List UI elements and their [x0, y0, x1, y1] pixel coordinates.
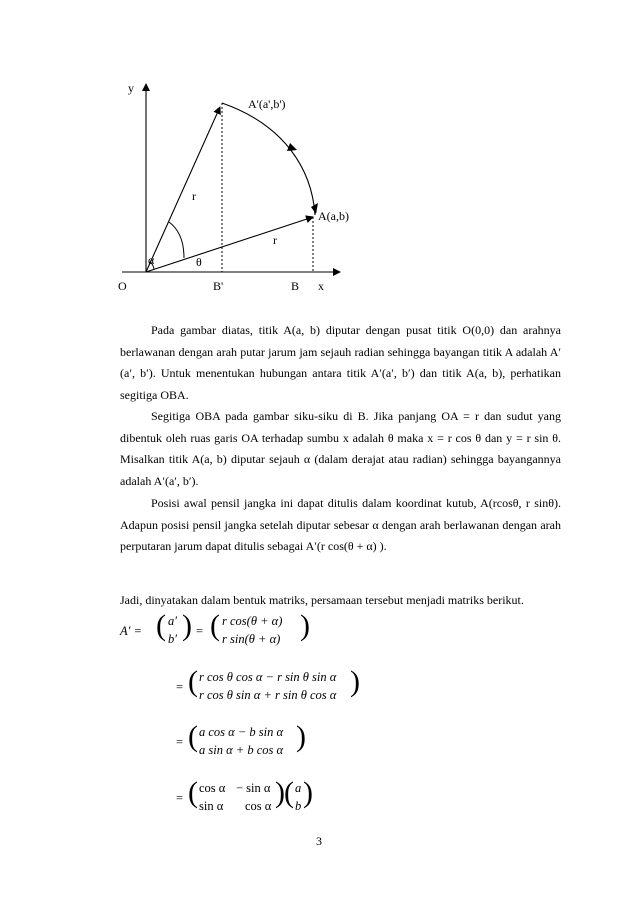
- paren-right-4b: ): [303, 776, 313, 809]
- row3-top: a cos α − b sin α: [199, 725, 284, 739]
- paren-right-3: ): [296, 720, 306, 753]
- matrix-m22: cos α: [245, 799, 272, 813]
- paren-right-2: ): [350, 665, 360, 698]
- equals-sign-1: =: [196, 624, 204, 638]
- arc-arrow-upper: [287, 143, 297, 151]
- paragraph-triangle-oba: Segitiga OBA pada gambar siku-siku di B. Jika panjang OA = r dan sudut yang dibentuk oleh ruas garis OA terhadap sumbu x adalah θ maka x = r cos θ dan y = r sin θ. Misalkan titik A(a, b) diputar sejauh α (dalam derajat atau radian) sehingga bayangannya adalah A′(a′, b′).: [120, 409, 561, 488]
- y-axis-label: y: [128, 81, 134, 95]
- a-prime-label: A'(a',b'): [248, 97, 286, 111]
- b-prime-label: B': [213, 279, 224, 293]
- paren-right-1a: ): [182, 609, 192, 642]
- matrix-m21: sin α: [199, 799, 224, 813]
- row2-bottom: r cos θ sin α + r sin θ cos α: [199, 688, 337, 702]
- matrix-m11: cos α: [199, 781, 226, 795]
- radius-label-lower: r: [273, 233, 277, 247]
- radius-label-upper: r: [192, 189, 196, 203]
- origin-label: O: [118, 279, 127, 293]
- paren-left-4a: (: [188, 776, 198, 809]
- vector-a-prime-top: a′: [168, 614, 177, 628]
- b-label: B: [291, 279, 300, 293]
- row1-top: r cos(θ + α): [222, 614, 283, 628]
- equals-sign-4: =: [176, 791, 184, 805]
- paren-left-2: (: [188, 665, 198, 698]
- paren-left-1a: (: [156, 609, 166, 642]
- vector-a: a: [295, 781, 302, 795]
- page-number: 3: [316, 834, 322, 848]
- rotation-arc: [222, 103, 315, 215]
- paragraph-rotation-intro: Pada gambar diatas, titik A(a, b) diputar dengan pusat titik O(0,0) dan arahnya berlawanan dengan arah putar jarum jam sejauh radian sehingga bayangan titik A adalah A′(a′, b′). Untuk menentukan hubungan antara titik A′(a′, b′) dan titik A(a, b), perhatikan segitiga OBA.: [120, 323, 561, 402]
- vector-oa: [146, 217, 313, 272]
- rotation-diagram: [0, 0, 638, 300]
- paren-right-4a: ): [275, 776, 285, 809]
- vector-b: b: [295, 799, 302, 813]
- x-axis-label: x: [318, 279, 324, 293]
- paren-left-3: (: [188, 720, 198, 753]
- matrix-m12: − sin α: [236, 781, 271, 795]
- paragraph-polar-position: Posisi awal pensil jangka ini dapat ditulis dalam koordinat kutub, A(rcosθ, r sinθ). Adapun posisi pensil jangka setelah diputar sebesar α dengan arah berlawanan dengan arah perputaran jarum dapat ditulis sebagai A′(r cos(θ + α) ).: [120, 496, 561, 553]
- angle-alpha-arc: [169, 222, 184, 258]
- paren-left-1b: (: [210, 609, 220, 642]
- paragraph-matrix-intro: Jadi, dinyatakan dalam bentuk matriks, persamaan tersebut menjadi matriks berikut.: [120, 593, 524, 607]
- theta-label: θ: [196, 255, 202, 269]
- paren-left-4b: (: [284, 776, 294, 809]
- row2-top: r cos θ cos α − r sin θ sin α: [199, 670, 337, 684]
- equation-lhs: A′ =: [120, 624, 142, 638]
- row1-bottom: r sin(θ + α): [222, 632, 281, 646]
- paren-right-1b: ): [300, 609, 310, 642]
- alpha-label: α: [148, 253, 155, 267]
- row3-bottom: a sin α + b cos α: [199, 743, 284, 757]
- equals-sign-3: =: [176, 735, 184, 749]
- vector-a-prime-bottom: b′: [168, 632, 177, 646]
- equals-sign-2: =: [176, 680, 184, 694]
- a-label: A(a,b): [318, 209, 349, 223]
